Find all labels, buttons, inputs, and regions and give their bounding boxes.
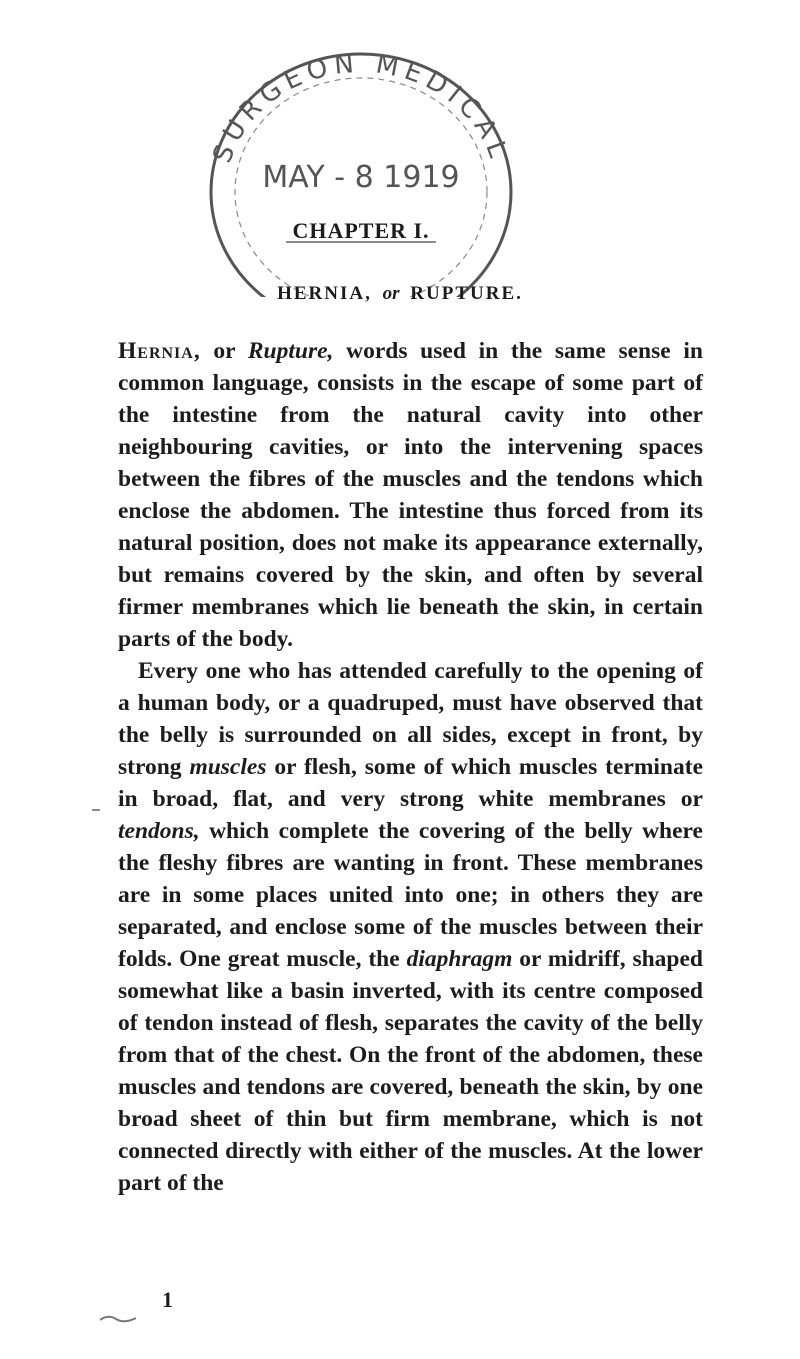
library-stamp [186,42,536,297]
paragraph-1 [118,335,703,655]
paragraph-2-text-1: Every one who has attended carefully to the opening of a human body, or a quadruped, must have observed that the belly is surrounded on all sides, except in front, by strong [118,658,703,780]
margin-tick [92,809,100,811]
section-title [0,283,800,305]
stamp-graphic [186,42,536,297]
section-title-rupture: RUPTURE. [410,283,523,304]
paragraph-1-rest: words used in the same sense in common language, consists in the escape of some part of the intestine from the natural cavity into other neighbouring cavities, or into the intervening spaces between the fibres of the muscles and the tendons which enclose the abdomen. The intestine thus forced from its natural position, does not make its appearance externally, but remains covered by the skin, and often by several firmer membranes which lie beneath the skin, in certain parts of the body. [118,338,703,652]
body-text [118,335,703,1199]
paragraph-1-emphasis: Rupture, [247,338,334,364]
paragraph-2-text-3: which complete the covering of the belly where the fleshy fibres are wanting in front. These membranes are in some places united into one; in others they are separated, and enclose some of the muscles between their folds. One great muscle, the [118,818,703,972]
stamp-date: MAY - 8 1919 [262,160,460,195]
stamp-arc-text: SURGEON MEDICAL [207,48,515,167]
paragraph-2 [118,655,703,1199]
paragraph-1-connector: or [200,338,248,364]
section-title-hernia: HERNIA, [277,283,372,304]
paragraph-2-emphasis-tendons: tendons, [118,818,200,844]
chapter-heading: CHAPTER I. [292,218,430,243]
section-title-or: or [382,283,400,304]
paragraph-1-lead: Hernia, [118,338,201,364]
corner-smudge [100,1310,136,1324]
page-number: 1 [162,1287,173,1312]
paragraph-2-emphasis-diaphragm: diaphragm [406,946,513,972]
paragraph-2-emphasis-muscles: muscles [189,754,267,780]
paragraph-2-text-2: or flesh, some of which muscles terminate in broad, flat, and very strong white membranes or [118,754,704,812]
paragraph-2-text-4: or midriff, shaped somewhat like a basin inverted, with its centre composed of tendon instead of flesh, separates the cavity of the belly from that of the chest. On the front of the abdomen, these muscles and tendons are covered, beneath the skin, by one broad sheet of thin but firm membrane, which is not connected directly with either of the muscles. At the lower part of the [118,946,704,1196]
